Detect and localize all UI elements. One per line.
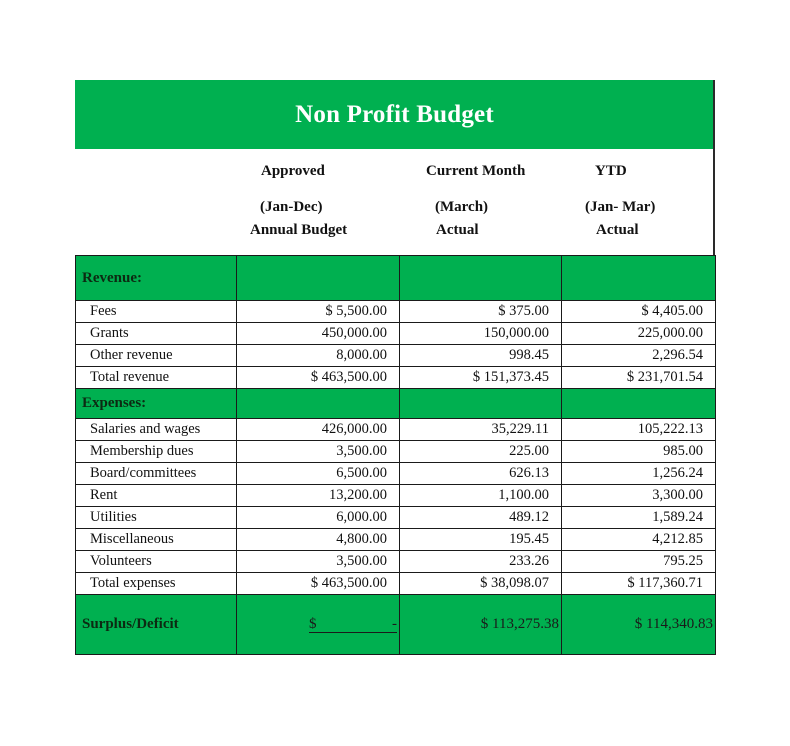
approved-value: 13,200.00 xyxy=(237,485,400,507)
empty-cell xyxy=(562,256,716,301)
row-label: Volunteers xyxy=(76,551,237,573)
page-title: Non Profit Budget xyxy=(295,100,494,128)
revenue-section-header xyxy=(76,256,716,301)
current-value: 489.12 xyxy=(400,507,562,529)
current-value: 35,229.11 xyxy=(400,419,562,441)
expenses-label: Expenses: xyxy=(76,389,237,419)
ytd-value: 985.00 xyxy=(562,441,716,463)
ytd-value: 3,300.00 xyxy=(562,485,716,507)
revenue-label: Revenue: xyxy=(76,256,237,301)
approved-value: 4,800.00 xyxy=(237,529,400,551)
table-row xyxy=(76,301,716,323)
empty-cell xyxy=(237,389,400,419)
accounting-value xyxy=(309,616,397,633)
table-row xyxy=(76,529,716,551)
approved-value: 6,500.00 xyxy=(237,463,400,485)
current-value: $ 38,098.07 xyxy=(400,573,562,595)
row-label: Miscellaneous xyxy=(76,529,237,551)
approved-value: 8,000.00 xyxy=(237,345,400,367)
total-expenses-row xyxy=(76,573,716,595)
right-border xyxy=(713,80,715,255)
row-label: Salaries and wages xyxy=(76,419,237,441)
col-current-line2: (March) xyxy=(435,199,489,215)
ytd-value: $ 117,360.71 xyxy=(562,573,716,595)
table-row xyxy=(76,551,716,573)
table-row xyxy=(76,441,716,463)
ytd-value: 225,000.00 xyxy=(562,323,716,345)
ytd-value: $ 4,405.00 xyxy=(562,301,716,323)
current-value: 626.13 xyxy=(400,463,562,485)
current-value: 195.45 xyxy=(400,529,562,551)
empty-cell xyxy=(400,256,562,301)
row-label: Grants xyxy=(76,323,237,345)
approved-value: $ 463,500.00 xyxy=(237,367,400,389)
approved-value: 6,000.00 xyxy=(237,507,400,529)
col-ytd-line1: YTD xyxy=(595,163,627,179)
current-value: $ 151,373.45 xyxy=(400,367,562,389)
current-value: 150,000.00 xyxy=(400,323,562,345)
approved-value: 450,000.00 xyxy=(237,323,400,345)
table-row xyxy=(76,345,716,367)
current-surplus: $ 113,275.38 xyxy=(400,595,562,655)
empty-cell xyxy=(400,389,562,419)
approved-value: $ 463,500.00 xyxy=(237,573,400,595)
ytd-surplus: $ 114,340.83 xyxy=(562,595,716,655)
row-label: Total revenue xyxy=(76,367,237,389)
approved-value: 426,000.00 xyxy=(237,419,400,441)
ytd-value: 4,212.85 xyxy=(562,529,716,551)
row-label: Board/committees xyxy=(76,463,237,485)
ytd-value: 1,589.24 xyxy=(562,507,716,529)
current-value: 1,100.00 xyxy=(400,485,562,507)
col-current-line1: Current Month xyxy=(426,163,526,179)
row-label: Total expenses xyxy=(76,573,237,595)
title-banner xyxy=(75,80,714,149)
table-row xyxy=(76,485,716,507)
approved-value: 3,500.00 xyxy=(237,441,400,463)
total-revenue-row xyxy=(76,367,716,389)
table-row xyxy=(76,507,716,529)
zero-dash: - xyxy=(392,616,397,632)
empty-cell xyxy=(237,256,400,301)
col-ytd-line2: (Jan- Mar) xyxy=(585,199,656,215)
current-value: 233.26 xyxy=(400,551,562,573)
currency-symbol: $ xyxy=(309,616,317,632)
col-approved-line2: (Jan-Dec) xyxy=(260,199,323,215)
approved-value: $ 5,500.00 xyxy=(237,301,400,323)
row-label: Fees xyxy=(76,301,237,323)
current-value: $ 375.00 xyxy=(400,301,562,323)
ytd-value: 795.25 xyxy=(562,551,716,573)
ytd-value: $ 231,701.54 xyxy=(562,367,716,389)
expenses-section-header xyxy=(76,389,716,419)
row-label: Utilities xyxy=(76,507,237,529)
current-value: 998.45 xyxy=(400,345,562,367)
ytd-value: 1,256.24 xyxy=(562,463,716,485)
approved-value: 3,500.00 xyxy=(237,551,400,573)
row-label: Membership dues xyxy=(76,441,237,463)
table-row xyxy=(76,419,716,441)
empty-cell xyxy=(562,389,716,419)
col-current-line3: Actual xyxy=(436,222,479,238)
surplus-deficit-row xyxy=(76,595,716,655)
table-row xyxy=(76,323,716,345)
row-label: Other revenue xyxy=(76,345,237,367)
ytd-value: 2,296.54 xyxy=(562,345,716,367)
budget-table xyxy=(75,255,716,655)
surplus-label: Surplus/Deficit xyxy=(76,595,237,655)
ytd-value: 105,222.13 xyxy=(562,419,716,441)
col-ytd-line3: Actual xyxy=(596,222,639,238)
col-approved-line1: Approved xyxy=(261,163,325,179)
table-row xyxy=(76,463,716,485)
approved-surplus xyxy=(237,595,400,655)
row-label: Rent xyxy=(76,485,237,507)
current-value: 225.00 xyxy=(400,441,562,463)
col-approved-line3: Annual Budget xyxy=(250,222,348,238)
